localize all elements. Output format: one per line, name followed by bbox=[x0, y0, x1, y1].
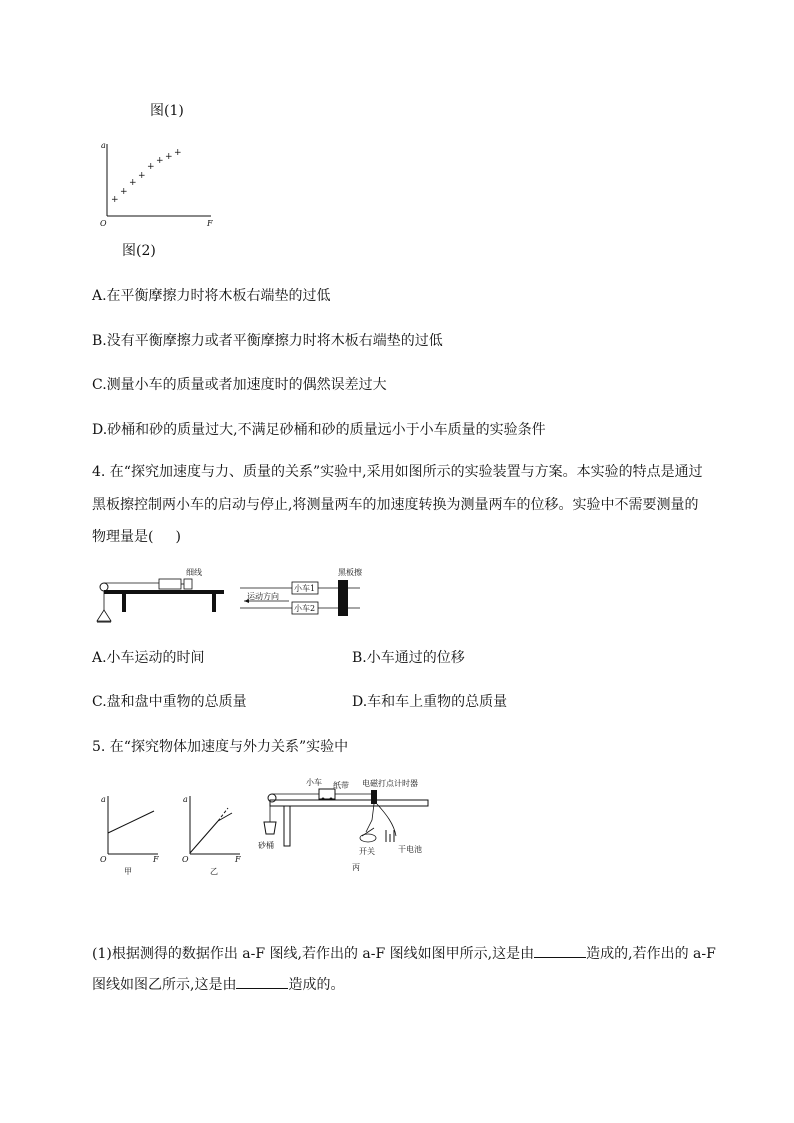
data-point: + bbox=[165, 152, 173, 162]
q3-option-d: D.砂桶和砂的质量过大,不满足砂桶和砂的质量远小于小车质量的实验条件 bbox=[92, 422, 546, 438]
a-f-line bbox=[190, 821, 218, 853]
table-leg bbox=[212, 594, 216, 612]
q5-sub1-line2: 图线如图乙所示,这是由 造成的。 bbox=[92, 974, 344, 995]
answer-blank-1[interactable] bbox=[534, 943, 586, 958]
svg-text:细线: 细线 bbox=[186, 568, 202, 577]
svg-text:开关: 开关 bbox=[359, 847, 375, 856]
board bbox=[270, 800, 428, 806]
svg-text:砂桶: 砂桶 bbox=[258, 841, 274, 850]
q3-option-b: B.没有平衡摩擦力或者平衡摩擦力时将木板右端垫的过低 bbox=[92, 333, 443, 349]
svg-text:a: a bbox=[183, 795, 188, 804]
fig2-scatter-plot bbox=[96, 136, 216, 226]
data-point: + bbox=[174, 148, 182, 158]
svg-text:干电池: 干电池 bbox=[398, 845, 422, 854]
table-top bbox=[104, 590, 224, 594]
x-axis-label: F bbox=[207, 219, 213, 228]
data-point: + bbox=[120, 187, 128, 197]
q5-stem: 5. 在“探究物体加速度与外力关系”实验中 bbox=[92, 739, 349, 755]
table-leg bbox=[122, 594, 126, 612]
svg-text:黑板擦: 黑板擦 bbox=[338, 568, 362, 577]
q4-option-b: B.小车通过的位移 bbox=[352, 650, 465, 666]
fig1-caption: 图(1) bbox=[150, 103, 184, 119]
data-point: + bbox=[138, 171, 146, 181]
q4-stem-line1: 4. 在“探究加速度与力、质量的关系”实验中,采用如图所示的实验装置与方案。本实验的特点是通过 bbox=[92, 464, 703, 480]
a-f-line bbox=[108, 811, 154, 833]
battery-icon bbox=[386, 830, 394, 842]
apparatus-bing bbox=[256, 776, 436, 876]
data-points bbox=[111, 148, 182, 205]
data-point: + bbox=[156, 156, 164, 166]
wire bbox=[366, 804, 374, 832]
q4-option-c: C.盘和盘中重物的总质量 bbox=[92, 694, 247, 710]
answer-blank-2[interactable] bbox=[236, 974, 288, 989]
graph-jia bbox=[98, 790, 168, 876]
svg-text:F: F bbox=[235, 855, 241, 864]
q4-stem-line3: 物理量是( ) bbox=[92, 529, 181, 545]
svg-text:纸带: 纸带 bbox=[333, 781, 349, 790]
svg-text:a: a bbox=[101, 795, 106, 804]
svg-text:运动方向: 运动方向 bbox=[247, 592, 279, 601]
q4-stem-line2: 黑板擦控制两小车的启动与停止,将测量两车的加速度转换为测量两车的位移。实验中不需要测量的 bbox=[92, 497, 699, 513]
svg-text:小车2: 小车2 bbox=[294, 604, 316, 613]
car-icon bbox=[319, 789, 335, 799]
timer-icon bbox=[371, 790, 377, 804]
svg-text:小车: 小车 bbox=[306, 778, 322, 787]
switch-icon bbox=[360, 834, 376, 842]
svg-text:O: O bbox=[100, 855, 107, 864]
q4-option-a: A.小车运动的时间 bbox=[92, 650, 205, 666]
q3-option-a: A.在平衡摩擦力时将木板右端垫的过低 bbox=[92, 288, 331, 304]
svg-text:电磁打点计时器: 电磁打点计时器 bbox=[362, 779, 418, 788]
svg-text:F: F bbox=[153, 855, 159, 864]
svg-text:乙: 乙 bbox=[210, 867, 218, 876]
q5-sub1-line1: (1)根据测得的数据作出 a-F 图线,若作出的 a-F 图线如图甲所示,这是由 造成的,若作出的 a-F bbox=[92, 943, 716, 964]
q4-apparatus-figure bbox=[94, 566, 364, 626]
y-axis-label: a bbox=[101, 141, 106, 150]
q4-option-d: D.车和车上重物的总质量 bbox=[352, 694, 508, 710]
sand-bucket-icon bbox=[264, 822, 276, 834]
eraser-block bbox=[338, 580, 348, 616]
svg-text:O: O bbox=[182, 855, 189, 864]
data-point: + bbox=[147, 162, 155, 172]
svg-text:甲: 甲 bbox=[124, 867, 132, 876]
svg-text:小车1: 小车1 bbox=[294, 584, 316, 593]
pulley-icon bbox=[100, 583, 108, 591]
graph-yi bbox=[180, 790, 250, 876]
hanging-pan-icon bbox=[97, 610, 111, 621]
pulley-icon bbox=[268, 794, 276, 802]
svg-text:丙: 丙 bbox=[352, 863, 360, 872]
fig2-caption: 图(2) bbox=[122, 243, 156, 259]
a-f-line-dashed bbox=[218, 808, 228, 821]
a-f-line-bend bbox=[218, 813, 232, 821]
data-point: + bbox=[129, 178, 137, 188]
car-icon bbox=[184, 579, 192, 589]
car-icon bbox=[159, 579, 181, 589]
q3-option-c: C.测量小车的质量或者加速度时的偶然误差过大 bbox=[92, 377, 387, 393]
data-point: + bbox=[111, 195, 119, 205]
origin-label: O bbox=[100, 219, 107, 228]
